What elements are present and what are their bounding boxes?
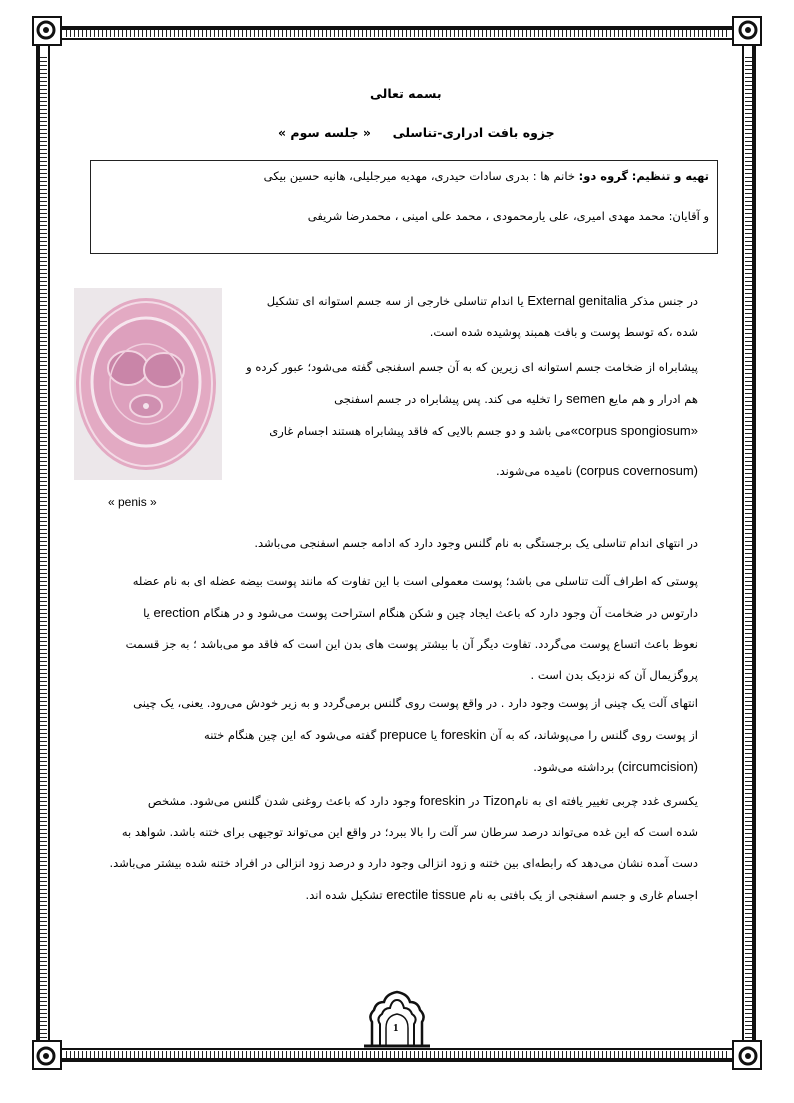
credits-men-prefix: و آقایان: <box>668 209 709 223</box>
text-run: اجسام غاری و جسم اسفنجی از یک بافتی به نام <box>465 888 698 902</box>
text-run: دارتوس در ضخامت آن وجود دارد که باعث ایجاد چین و شکن هنگام استراحت پوست می‌شود و در هنگام <box>199 606 698 620</box>
footer-emblem-icon <box>364 988 430 1048</box>
frame-band-bottom <box>66 1051 730 1058</box>
text-run: را تخلیه می کند. پس پیشابراه در جسم اسفنجی <box>334 392 567 406</box>
figure-caption: « penis » <box>108 495 157 509</box>
text-run: وجود دارد که باعث روغنی شدن گلنس می‌شود. مشخص <box>147 794 420 808</box>
term-foreskin: foreskin <box>440 727 487 742</box>
paragraph-6 <box>109 785 698 879</box>
term-corpus-spongiosum: «corpus spongiosum» <box>570 423 698 438</box>
term-tizon: Tizon <box>483 793 515 808</box>
paragraph-5-line-1: انتهای آلت یک چینی از پوست وجود دارد . در واقع پوست روی گلنس برمی‌گردد و به زیر خودش می‌رود. یعنی، یک چینی <box>133 696 698 710</box>
paragraph-6-line-1 <box>109 785 698 817</box>
paragraph-1 <box>267 285 698 348</box>
frame-band-right <box>745 56 752 1046</box>
frame-band-left <box>40 56 47 1046</box>
text-run: یا اندام تناسلی خارجی از سه جسم استوانه ای تشکیل <box>266 294 528 308</box>
paragraph-4-line-1: پوستی که اطراف آلت تناسلی می باشد؛ پوست معمولی است با این تفاوت که مانند پوست بیضه عضله ای به نام عضله <box>132 574 698 588</box>
bismillah-heading: بسمه تعالی <box>370 86 442 101</box>
text-run: در <box>465 794 484 808</box>
frame-corner-top-left <box>32 16 62 46</box>
term-external-genitalia: External genitalia <box>527 293 628 308</box>
document-title: جزوه بافت ادراری-تناسلی « جلسه سوم » <box>278 125 555 140</box>
term-foreskin-2: foreskin <box>419 793 466 808</box>
term-circumcision: (circumcision) <box>617 759 698 774</box>
credits-line-women <box>264 169 709 183</box>
text-run: یا <box>143 606 154 620</box>
text-run: نامیده می‌شوند. <box>495 464 576 478</box>
frame-corner-bottom-right <box>732 1040 762 1070</box>
paragraph-7 <box>306 879 698 911</box>
paragraph-4 <box>126 566 698 691</box>
penis-histology-image <box>74 288 222 480</box>
text-run: می باشد و دو جسم بالایی که فاقد پیشابراه هستند اجسام غاری <box>269 424 571 438</box>
paragraph-5-line-3 <box>133 751 698 783</box>
term-prepuce: prepuce <box>379 727 427 742</box>
frame-corner-bottom-left <box>32 1040 62 1070</box>
paragraph-2-line-3 <box>246 415 698 447</box>
credits-box <box>90 160 718 254</box>
text-run: برداشته می‌شود. <box>533 760 618 774</box>
paragraph-3-line-1: در انتهای اندام تناسلی یک برجستگی به نام گلنس وجود دارد که ادامه جسم اسفنجی می‌باشد. <box>254 536 698 550</box>
paragraph-4-line-3: نعوظ باعث اتساع پوست می‌گردد. تفاوت دیگر آن با بیشتر پوست های بدن این است که فاقد مو می‌باشد ؛ به جز قسمت <box>125 637 698 651</box>
paragraph-5-line-2 <box>133 719 698 751</box>
paragraph-2-line-1: پیشابراه از ضخامت جسم استوانه ای زیرین که به آن جسم اسفنجی گفته می‌شود؛ عبور کرده و <box>246 360 698 374</box>
text-run: در جنس مذکر <box>627 294 698 308</box>
paragraph-4-line-4: پروگزیمال آن که نزدیک بدن است . <box>530 668 698 682</box>
text-run: هم ادرار و هم مایع <box>605 392 698 406</box>
text-run: یا <box>426 728 441 742</box>
paragraph-1-line-1 <box>267 285 698 317</box>
credits-women-names: بدری سادات حیدری، مهدیه میرجلیلی، هانیه حسین بیکی <box>263 169 530 183</box>
paragraph-1-line-2: شده ،که توسط پوست و بافت همبند پوشیده شده است. <box>429 325 698 339</box>
text-run: تشکیل شده اند. <box>305 888 387 902</box>
term-semen: semen <box>566 391 606 406</box>
credits-group: گروه دو: <box>578 169 629 183</box>
credits-line-men <box>308 209 709 223</box>
credits-label: تهیه و تنظیم: <box>631 169 709 183</box>
paragraph-7-line-1 <box>306 879 698 911</box>
paragraph-2-line-2 <box>246 383 698 415</box>
term-corpus-covernosum: (corpus covernosum) <box>575 463 698 478</box>
frame-band-top <box>66 30 730 37</box>
paragraph-2-line-4 <box>246 455 698 487</box>
text-run: گفته می‌شود که این چین هنگام ختنه <box>204 728 380 742</box>
text-run: از پوست روی گلنس را می‌پوشاند، که به آن <box>486 728 698 742</box>
frame-corner-top-right <box>732 16 762 46</box>
paragraph-4-line-2 <box>126 597 698 629</box>
term-erectile-tissue: erectile tissue <box>386 887 466 902</box>
paragraph-3 <box>254 528 698 559</box>
paragraph-6-line-3: دست آمده نشان می‌دهد که رابطه‌ای بین ختنه و زود انزالی وجود دارد و درصد زود انزالی در افراد ختنه شده بیشتر می‌باشد. <box>109 856 698 870</box>
paragraph-5 <box>133 688 698 783</box>
term-erection: erection <box>153 605 200 620</box>
page-number: 1 <box>393 1022 399 1034</box>
credits-women-prefix: خانم ها : <box>532 169 575 183</box>
credits-men-names: محمد مهدی امیری، علی یارمحمودی ، محمد علی امینی ، محمدرضا شریفی <box>307 209 665 223</box>
paragraph-2 <box>246 352 698 487</box>
paragraph-6-line-2: شده است که این غده می‌تواند درصد سرطان سر آلت را بالا ببرد؛ در واقع این می‌تواند توجیهی برای ختنه باشد. شواهد به <box>121 825 698 839</box>
text-run: یکسری غدد چربی تغییر یافته ای به نام <box>514 794 698 808</box>
